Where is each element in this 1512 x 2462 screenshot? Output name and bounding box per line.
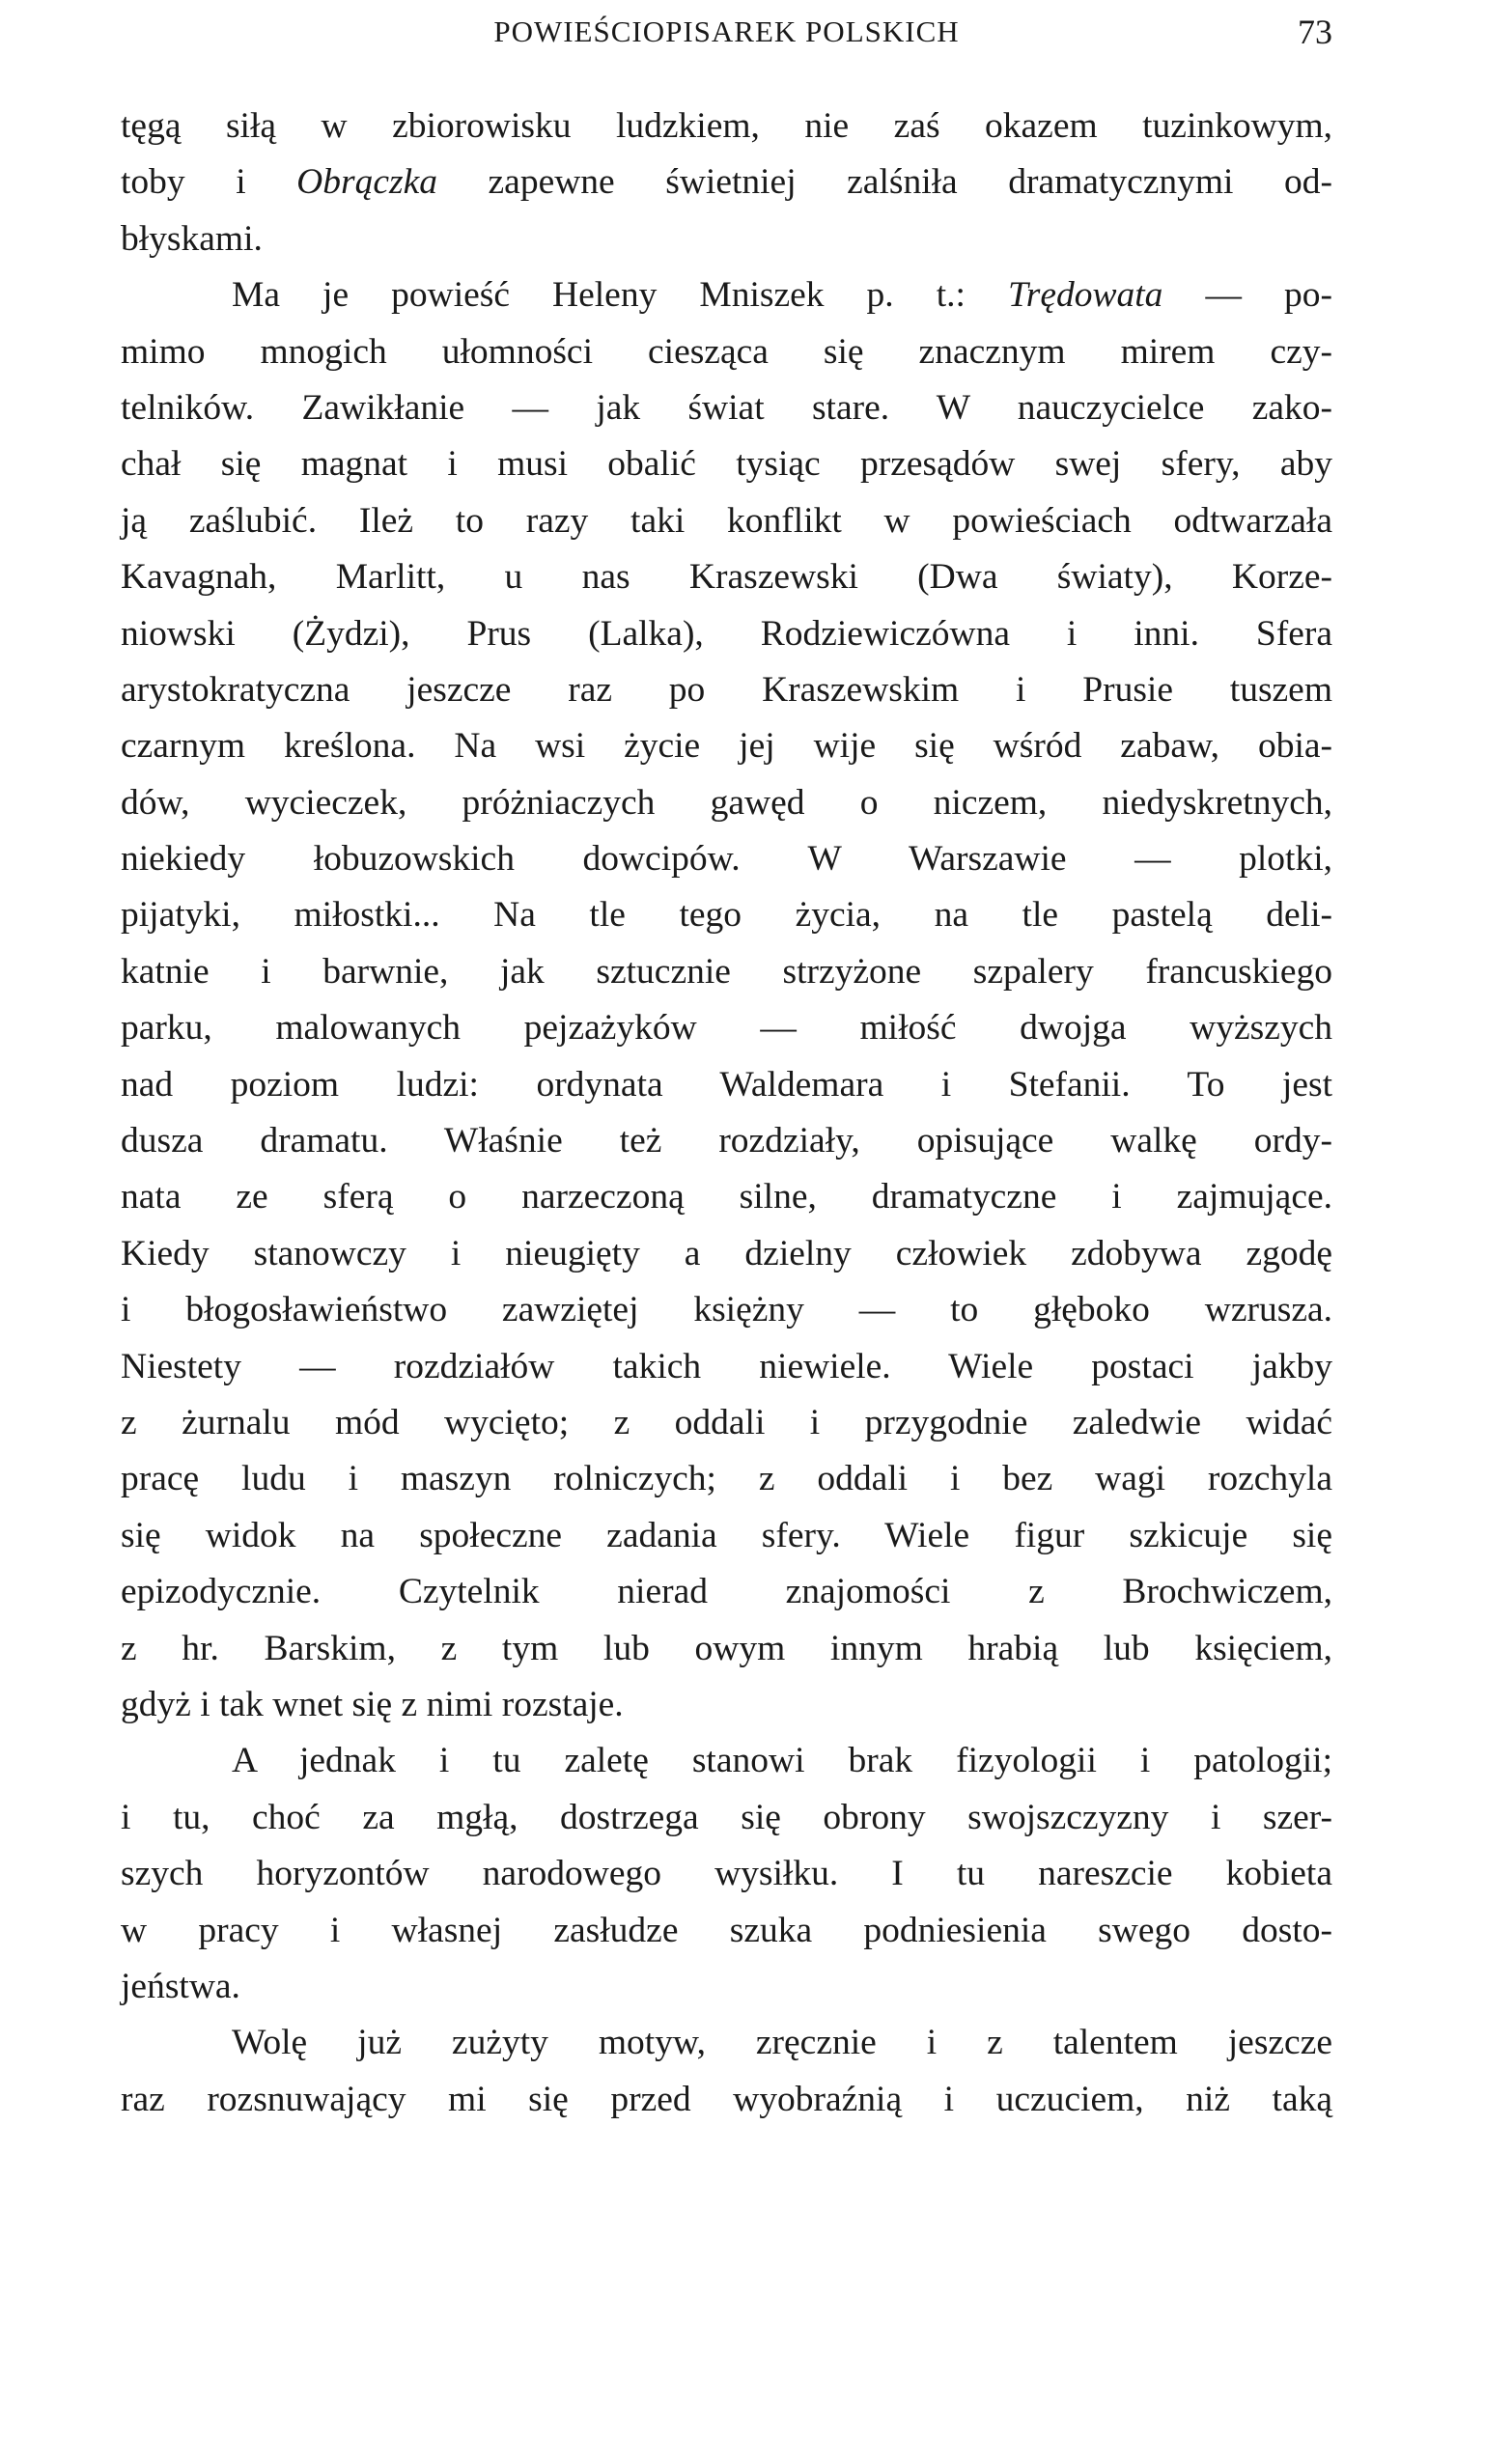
text-line: arystokratyczna jeszcze raz po Kraszewskim i Prusie tuszem xyxy=(121,669,1332,710)
text-line: pijatyki, miłostki... Na tle tego życia, na tle pastelą deli- xyxy=(121,895,1332,936)
text-line: z hr. Barskim, z tym lub owym innym hrabią lub księciem, xyxy=(121,1628,1332,1668)
paragraph-start-line xyxy=(121,267,1332,323)
text-line xyxy=(121,154,1332,210)
text-line: się widok na społeczne zadania sfery. Wiele figur szkicuje się xyxy=(121,1515,1332,1555)
title-reference: Lalka xyxy=(600,613,683,654)
text-line: dów, wycieczek, próżniaczych gawęd o niczem, niedyskretnych, xyxy=(121,782,1332,823)
text-line xyxy=(121,549,1332,605)
text-span: ), Rodziewiczówna i inni. Sfera xyxy=(682,613,1332,654)
text-line: epizodycznie. Czytelnik nierad znajomości z Brochwiczem, xyxy=(121,1572,1332,1612)
running-head xyxy=(121,8,1332,56)
paragraph-start-line: A jednak i tu zaletę stanowi brak fizyologii i patologii; xyxy=(232,1741,1332,1781)
body-text xyxy=(121,98,1332,2128)
text-line: w pracy i własnej zasłudze szuka podniesienia swego dosto- xyxy=(121,1910,1332,1950)
text-span: ), Korze- xyxy=(1151,557,1332,598)
text-line: szych horyzontów narodowego wysiłku. I tu nareszcie kobieta xyxy=(121,1854,1332,1894)
page-number: 73 xyxy=(1298,13,1332,51)
text-line: gdyż i tak wnet się z nimi rozstaje. xyxy=(121,1684,624,1724)
italic-title: Obrączka xyxy=(296,162,437,203)
text-line: katnie i barwnie, jak sztucznie strzyżone szpalery francuskiego xyxy=(121,951,1332,992)
title-reference: Żydzi xyxy=(304,613,389,654)
text-line: pracę ludu i maszyn rolniczych; z oddali i bez wagi rozchyla xyxy=(121,1459,1332,1499)
text-line: nata ze sferą o narzeczoną silne, dramatyczne i zajmujące. xyxy=(121,1177,1332,1217)
text-line: tęgą siłą w zbiorowisku ludzkiem, nie zaś okazem tuzinkowym, xyxy=(121,106,1332,146)
text-line: ją zaślubić. Ileż to razy taki konflikt w powieściach odtwarzała xyxy=(121,500,1332,541)
text-line: z żurnalu mód wycięto; z oddali i przygodnie zaledwie widać xyxy=(121,1402,1332,1442)
text-line: Niestety — rozdziałów takich niewiele. Wiele postaci jakby xyxy=(121,1346,1332,1386)
text-span: zapewne świetniej zalśniła dramatycznymi od- xyxy=(436,162,1332,203)
text-span: ), Prus ( xyxy=(388,613,601,654)
text-line: raz rozsnuwający mi się przed wyobraźnią i uczuciem, niż taką xyxy=(121,2079,1332,2119)
running-title: POWIEŚCIOPISAREK POLSKICH xyxy=(493,14,960,48)
text-line: niekiedy łobuzowskich dowcipów. W Warszawie — plotki, xyxy=(121,839,1332,880)
title-reference: Dwa światy xyxy=(929,557,1152,598)
text-line: telników. Zawikłanie — jak świat stare. W nauczycielce zako- xyxy=(121,387,1332,428)
text-line: i błogosławieństwo zawziętej księżny — to głęboko wzrusza. xyxy=(121,1290,1332,1330)
text-line: chał się magnat i musi obalić tysiąc przesądów swej sfery, aby xyxy=(121,444,1332,485)
text-span: — po- xyxy=(1162,275,1332,316)
text-span: niowski ( xyxy=(121,613,305,654)
text-span: Ma je powieść Heleny Mniszek p. t.: xyxy=(232,275,1008,316)
text-line: dusza dramatu. Właśnie też rozdziały, opisujące walkę ordy- xyxy=(121,1121,1332,1161)
text-line: i tu, choć za mgłą, dostrzega się obrony swojszczyzny i szer- xyxy=(121,1797,1332,1837)
text-line: czarnym kreślona. Na wsi życie jej wije się wśród zabaw, obia- xyxy=(121,726,1332,767)
text-span: Kavagnah, Marlitt, u nas Kraszewski ( xyxy=(121,557,930,598)
paragraph-start-line: Wolę już zużyty motyw, zręcznie i z talentem jeszcze xyxy=(232,2023,1332,2063)
text-line: jeństwa. xyxy=(121,1966,240,2006)
text-line: parku, malowanych pejzażyków — miłość dwojga wyższych xyxy=(121,1008,1332,1049)
italic-title: Trędowata xyxy=(1007,275,1163,316)
text-line xyxy=(121,606,1332,662)
text-line: Kiedy stanowczy i nieugięty a dzielny człowiek zdobywa zgodę xyxy=(121,1233,1332,1273)
text-span: toby i xyxy=(121,162,297,203)
text-line: mimo mnogich ułomności ciesząca się znacznym mirem czy- xyxy=(121,331,1332,372)
text-line: nad poziom ludzi: ordynata Waldemara i Stefanii. To jest xyxy=(121,1064,1332,1105)
text-line: błyskami. xyxy=(121,218,263,259)
